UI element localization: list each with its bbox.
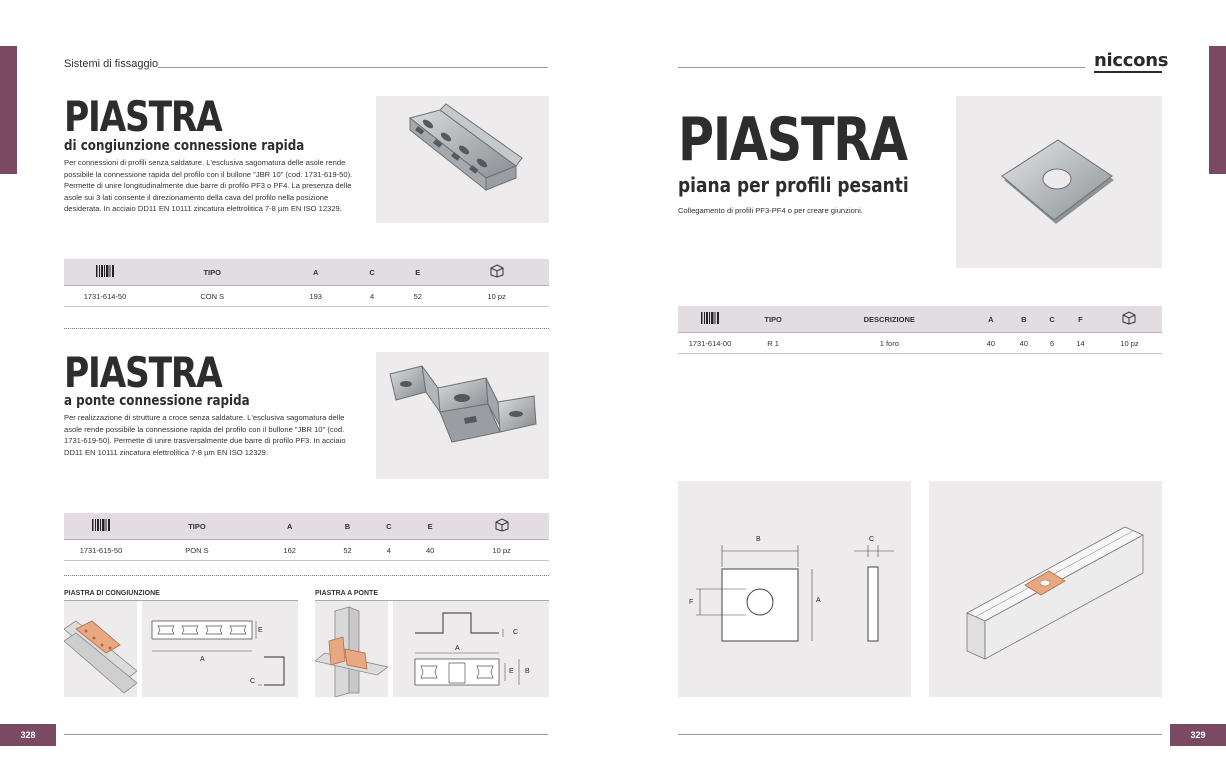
footer-rule-right bbox=[678, 734, 1162, 735]
cell-code: 1731-615-50 bbox=[64, 540, 138, 561]
diagram-label-congiunzione: PIASTRA DI CONGIUNZIONE bbox=[64, 590, 160, 597]
dim-label-c: C bbox=[513, 629, 519, 636]
footer-rule-left bbox=[64, 734, 548, 735]
product1-title: PIASTRA bbox=[64, 92, 222, 141]
header-rule-right bbox=[678, 67, 1085, 68]
cell-c: 4 bbox=[372, 540, 407, 561]
product2-description: Per realizzazione di strutture a croce senza saldature. L'esclusiva sagomatura delle asole rende possibile la connessione rapida del profilo con il bullone "JBR 10" (cod. 1731-619-50). Permette di unire trasversalmente due barre di profilo PF3. In acciaio DD11 EN 10111 zincatura elettrolitica 7-8 µm EN ISO 12329. bbox=[64, 413, 346, 457]
product1-photo bbox=[376, 96, 549, 223]
col-c: C bbox=[1040, 306, 1064, 333]
dim-label-a: A bbox=[455, 645, 460, 652]
cell-tipo: CON S bbox=[146, 286, 278, 307]
separator-dots-2 bbox=[64, 575, 549, 576]
product2-subtitle: a ponte connessione rapida bbox=[64, 393, 250, 409]
connection-plate-image bbox=[376, 96, 549, 223]
flat-plate-image bbox=[956, 96, 1162, 268]
cell-b: 40 bbox=[1007, 333, 1040, 354]
table-row bbox=[64, 286, 549, 307]
brand-logo: niccons bbox=[1094, 50, 1169, 71]
diagram-congiunzione-dims bbox=[142, 601, 298, 697]
cell-pack: 10 pz bbox=[1097, 333, 1162, 354]
product3-photo bbox=[956, 96, 1162, 268]
product1-subtitle: di congiunzione connessione rapida bbox=[64, 138, 305, 154]
barcode-icon bbox=[64, 259, 146, 286]
cell-code: 1731-614-50 bbox=[64, 286, 146, 307]
table-header-row bbox=[64, 259, 549, 286]
col-e: E bbox=[391, 259, 444, 286]
product3-title: PIASTRA bbox=[678, 105, 907, 175]
section-title: Sistemi di fissaggio bbox=[64, 58, 159, 70]
cell-pack: 10 pz bbox=[454, 540, 549, 561]
dim-label-c: C bbox=[250, 678, 256, 685]
diagram-label-ponte: PIASTRA A PONTE bbox=[315, 590, 379, 597]
package-icon bbox=[1097, 306, 1162, 333]
page-number-right: 329 bbox=[1170, 724, 1226, 746]
cell-code: 1731-614-00 bbox=[678, 333, 742, 354]
cell-c: 6 bbox=[1040, 333, 1064, 354]
right-sidebar-accent bbox=[1209, 46, 1226, 174]
product2-spec-table bbox=[64, 513, 549, 561]
barcode-icon bbox=[678, 306, 742, 333]
product1-description: Per connessioni di profili senza saldature. L'esclusiva sagomatura delle asole rende possibile la connessione rapida del profilo con il bullone "JBR 10" (cod. 1731-619-50). Permette di unire longitudinalmente due barre di profilo PF3 o PF4. La presenza delle asole sui 3 lati consente il direzionamento della cava del profilo nella posizione desiderata. In acciaio DD11 EN 10111 zincatura elettrolitica 7-8 µm EN ISO 12329. bbox=[64, 158, 353, 213]
barcode-icon bbox=[64, 513, 138, 540]
package-icon bbox=[454, 513, 549, 540]
diagram-flat-plate-iso bbox=[929, 481, 1162, 697]
dim-label-a: A bbox=[816, 597, 821, 604]
cell-e: 40 bbox=[406, 540, 454, 561]
cell-a: 162 bbox=[256, 540, 324, 561]
diagram-flat-plate-dims bbox=[678, 481, 911, 697]
dim-label-f: F bbox=[689, 599, 694, 606]
cell-a: 40 bbox=[974, 333, 1007, 354]
product3-subtitle: piana per profili pesanti bbox=[678, 173, 909, 197]
dim-label-c: C bbox=[869, 536, 875, 543]
col-a: A bbox=[256, 513, 324, 540]
separator-dots-1 bbox=[64, 328, 549, 329]
product2-photo bbox=[376, 352, 549, 479]
header-rule-left bbox=[158, 67, 548, 68]
dim-label-e: E bbox=[509, 668, 514, 675]
package-icon bbox=[444, 259, 549, 286]
product3-spec-table bbox=[678, 306, 1162, 354]
table-row bbox=[64, 540, 549, 561]
cell-f: 14 bbox=[1064, 333, 1097, 354]
col-e: E bbox=[406, 513, 454, 540]
cell-a: 193 bbox=[278, 286, 353, 307]
left-sidebar-accent bbox=[0, 46, 17, 174]
cell-tipo: PON S bbox=[138, 540, 256, 561]
product1-spec-table bbox=[64, 259, 549, 307]
col-tipo: TIPO bbox=[146, 259, 278, 286]
product3-description: Collegamento di profili PF3-PF4 o per creare giunzioni. bbox=[678, 206, 863, 215]
dim-label-b: B bbox=[525, 668, 530, 675]
col-b: B bbox=[1007, 306, 1040, 333]
col-c: C bbox=[353, 259, 391, 286]
table-header-row bbox=[64, 513, 549, 540]
col-f: F bbox=[1064, 306, 1097, 333]
cell-descrizione: 1 foro bbox=[804, 333, 974, 354]
table-header-row bbox=[678, 306, 1162, 333]
diagram-ponte-iso bbox=[315, 601, 388, 697]
diagram-ponte-dims bbox=[393, 601, 549, 697]
dim-label-a: A bbox=[200, 656, 205, 663]
dim-label-b: B bbox=[756, 536, 761, 543]
col-tipo: TIPO bbox=[742, 306, 804, 333]
product2-title: PIASTRA bbox=[64, 348, 222, 397]
page-number-left: 328 bbox=[0, 724, 56, 746]
col-b: B bbox=[323, 513, 371, 540]
col-a: A bbox=[974, 306, 1007, 333]
col-a: A bbox=[278, 259, 353, 286]
table-row bbox=[678, 333, 1162, 354]
dim-label-e: E bbox=[258, 627, 263, 634]
bridge-plate-image bbox=[376, 352, 549, 479]
col-tipo: TIPO bbox=[138, 513, 256, 540]
cell-b: 52 bbox=[323, 540, 371, 561]
cell-tipo: R 1 bbox=[742, 333, 804, 354]
cell-e: 52 bbox=[391, 286, 444, 307]
brand-logo-underline bbox=[1094, 71, 1162, 73]
diagram-congiunzione-iso bbox=[64, 601, 137, 697]
cell-pack: 10 pz bbox=[444, 286, 549, 307]
col-c: C bbox=[372, 513, 407, 540]
cell-c: 4 bbox=[353, 286, 391, 307]
col-descrizione: DESCRIZIONE bbox=[804, 306, 974, 333]
